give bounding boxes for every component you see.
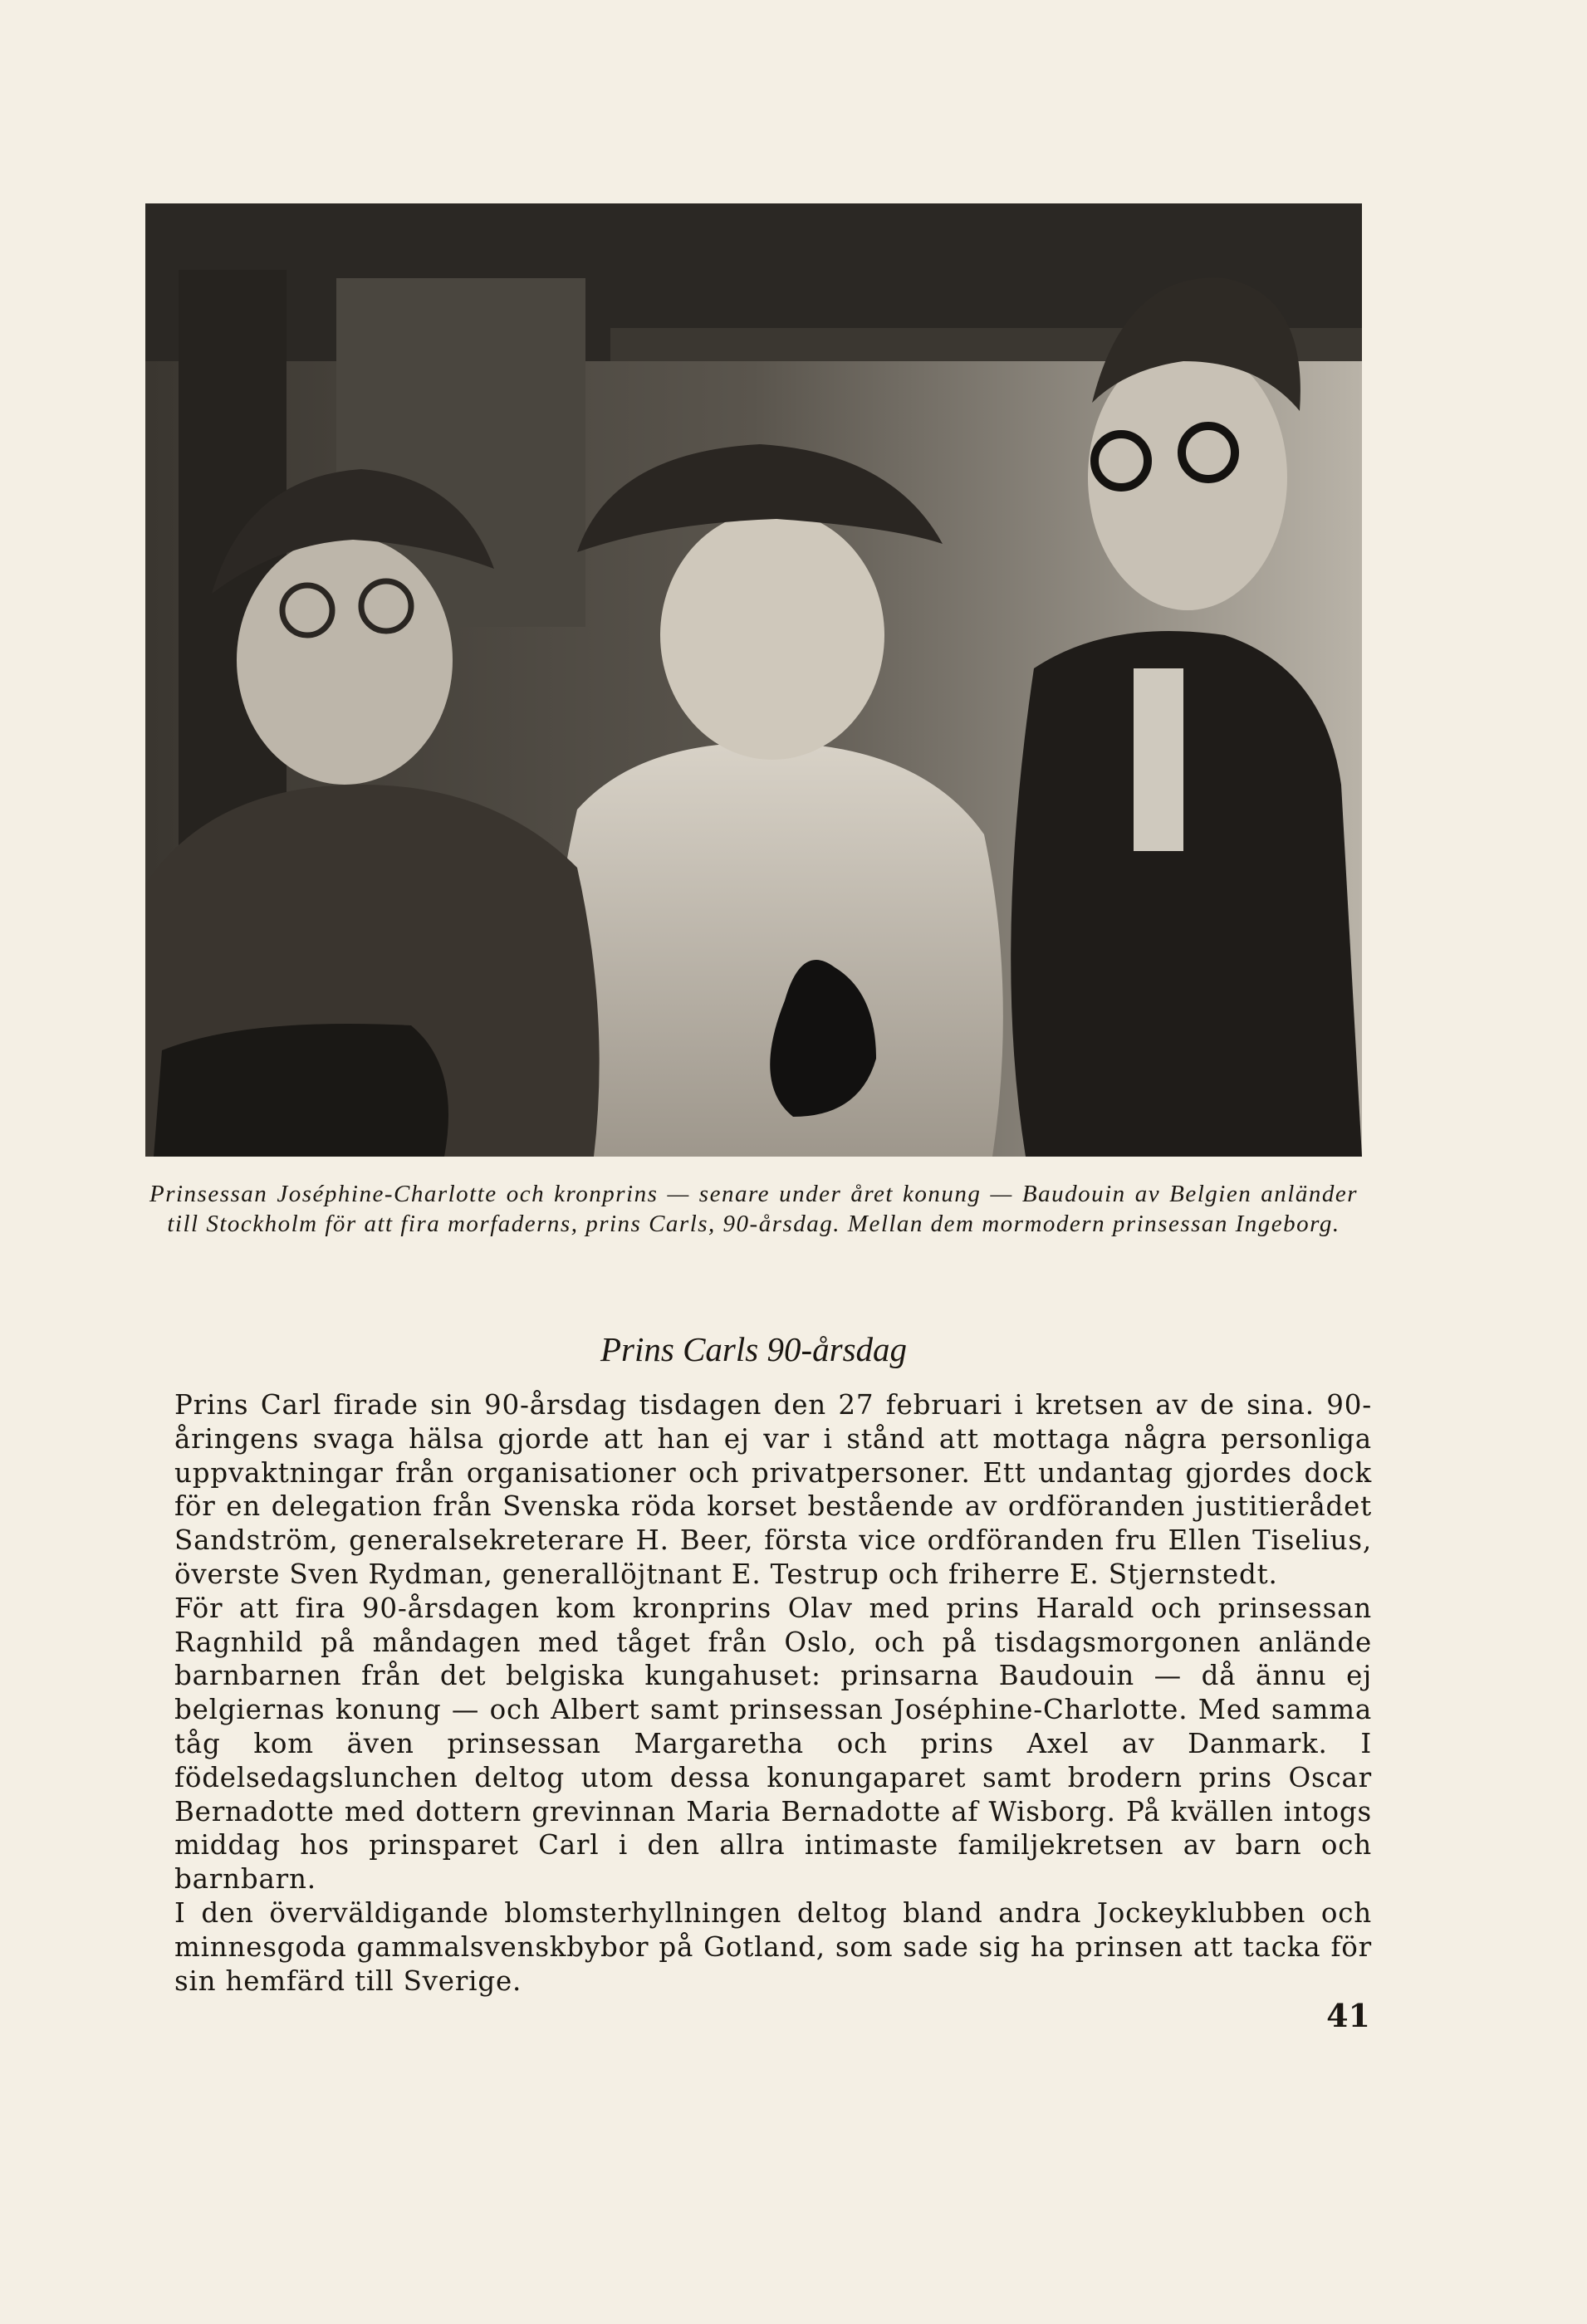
paragraph: Prins Carl firade sin 90-årsdag tisdagen den 27 februari i kretsen av de sina. 90-åringens svaga hälsa gjorde att han ej var i stånd att mottaga några personliga uppvaktningar från organisationer och privatpersoner. Ett undantag gjordes dock för en delegation från Svenska röda korset bestående av ordföranden justitierådet Sandström, generalsekreterare H. Beer, första vice ordföranden fru Ellen Tiselius, överste Sven Rydman, generallöjtnant E. Testrup och friherre E. Stjernstedt. <box>174 1389 1372 1590</box>
article-heading: Prins Carls 90-årsdag <box>600 1330 908 1368</box>
photo-caption: Prinsessan Joséphine-Charlotte och kronprins — senare under året konung — Baudouin av Belgien anländer till Stockholm för att fira morfaderns, prins Carls, 90-årsdag. Mellan dem mormodern prinsessan Ingeborg. <box>149 1181 1358 1237</box>
photograph <box>145 203 1362 1157</box>
paragraph: För att fira 90-årsdagen kom kronprins Olav med prins Harald och prinsessan Ragnhild på måndagen med tåget från Oslo, och på tisdagsmorgonen anlände barnbarnen från det belgiska kungahuset: prinsarna Baudouin — då ännu ej belgiernas konung — och Albert samt prinsessan Joséphine-Charlotte. Med samma tåg kom även prinsessan Margaretha och prins Axel av Danmark. I födelsedagslunchen deltog utom dessa konungaparet samt brodern prins Oscar Bernadotte med dottern grevinnan Maria Bernadotte af Wisborg. På kvällen intogs middag hos prinsparet Carl i den allra intimaste familjekretsen av barn och barnbarn. <box>174 1592 1372 1896</box>
paragraph: I den överväldigande blomsterhyllningen deltog bland andra Jockeyklubben och minnesgoda gammalsvenskbybor på Gotland, som sade sig ha prinsen att tacka för sin hemfärd till Sverige. <box>174 1896 1372 1997</box>
photo-royal-arrival-icon <box>145 203 1362 1157</box>
article-body <box>174 1388 1372 1998</box>
page-number: 41 <box>1326 1997 1370 2034</box>
